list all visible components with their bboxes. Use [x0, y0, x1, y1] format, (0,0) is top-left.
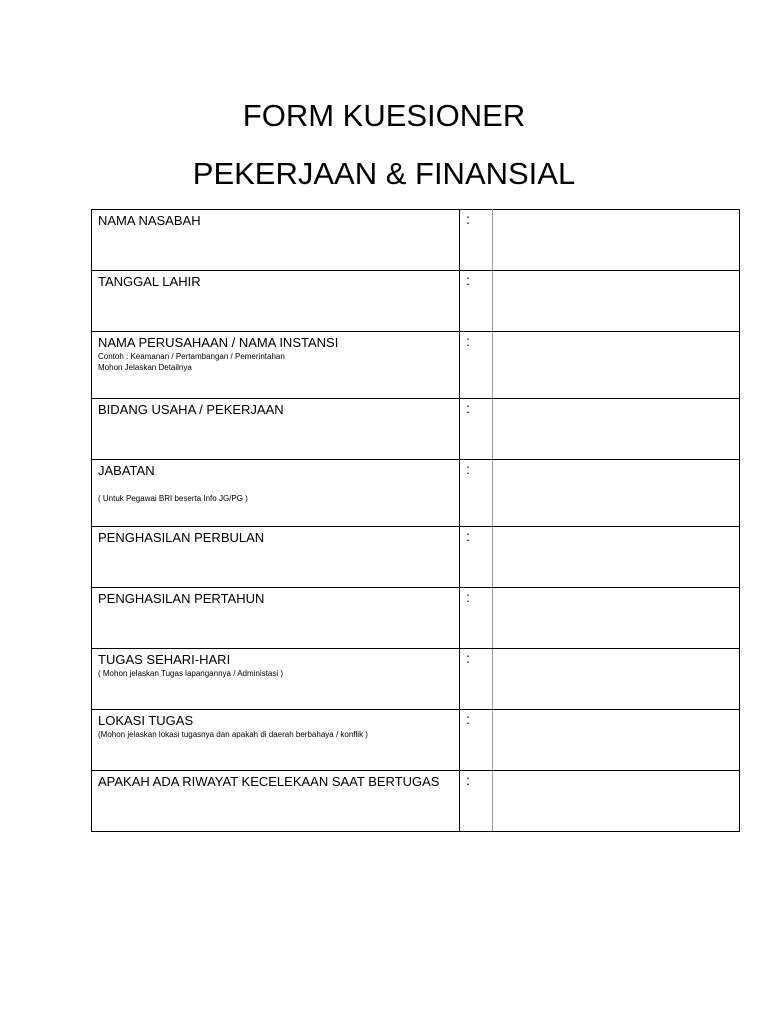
field-label: JABATAN: [98, 463, 155, 478]
form-subtitle: PEKERJAAN & FINANSIAL: [192, 156, 576, 191]
field-label: TUGAS SEHARI-HARI: [98, 652, 231, 667]
label-cell: [92, 649, 460, 710]
field-note: ( Mohon jelaskan Tugas lapangannya / Administasi ): [98, 669, 283, 678]
label-cell: [92, 460, 460, 527]
form-row-tanggal-lahir: [92, 271, 740, 332]
form-row-riwayat-kecelakaan: [92, 771, 740, 832]
nama-nasabah-answer-field[interactable]: [493, 210, 740, 271]
colon-separator: :: [460, 771, 493, 832]
form-row-bidang-usaha: [92, 399, 740, 460]
label-cell: [92, 527, 460, 588]
tugas-sehari-hari-answer-field[interactable]: [493, 649, 740, 710]
lokasi-tugas-answer-field[interactable]: [493, 710, 740, 771]
nama-perusahaan-answer-field[interactable]: [493, 332, 740, 399]
label-cell: [92, 588, 460, 649]
jabatan-answer-field[interactable]: [493, 460, 740, 527]
tanggal-lahir-answer-field[interactable]: [493, 271, 740, 332]
penghasilan-perbulan-answer-field[interactable]: [493, 527, 740, 588]
form-row-jabatan: [92, 460, 740, 527]
form-title: FORM KUESIONER: [242, 98, 526, 133]
field-note: Mohon Jelaskan Detailnya: [98, 363, 192, 372]
spacer: [98, 479, 453, 493]
field-label: BIDANG USAHA / PEKERJAAN: [98, 402, 284, 417]
form-row-nama-nasabah: [92, 210, 740, 271]
label-cell: [92, 399, 460, 460]
colon-separator: :: [460, 210, 493, 271]
penghasilan-pertahun-answer-field[interactable]: [493, 588, 740, 649]
colon-separator: :: [460, 271, 493, 332]
label-cell: [92, 332, 460, 399]
field-label: TANGGAL LAHIR: [98, 274, 201, 289]
colon-separator: :: [460, 399, 493, 460]
field-label: LOKASI TUGAS: [98, 713, 194, 728]
form-row-tugas-sehari-hari: [92, 649, 740, 710]
colon-separator: :: [460, 649, 493, 710]
colon-separator: :: [460, 332, 493, 399]
riwayat-kecelakaan-answer-field[interactable]: [493, 771, 740, 832]
field-label: NAMA NASABAH: [98, 213, 201, 228]
field-note: Contoh : Keamanan / Pertambangan / Pemerintahan: [98, 352, 285, 361]
questionnaire-table: [91, 209, 740, 832]
field-note: ( Untuk Pegawai BRI beserta Info JG/PG ): [98, 494, 248, 503]
form-row-penghasilan-perbulan: [92, 527, 740, 588]
label-cell: [92, 771, 460, 832]
field-note: (Mohon jelaskan lokasi tugasnya dan apakah di daerah berbahaya / konflik ): [98, 730, 368, 739]
label-cell: [92, 271, 460, 332]
field-label: PENGHASILAN PERBULAN: [98, 530, 265, 545]
form-row-lokasi-tugas: [92, 710, 740, 771]
label-cell: [92, 210, 460, 271]
colon-separator: :: [460, 710, 493, 771]
form-row-nama-perusahaan: [92, 332, 740, 399]
colon-separator: :: [460, 588, 493, 649]
colon-separator: :: [460, 527, 493, 588]
field-label: PENGHASILAN PERTAHUN: [98, 591, 265, 606]
field-label: APAKAH ADA RIWAYAT KECELEKAAN SAAT BERTUGAS: [98, 774, 440, 789]
bidang-usaha-answer-field[interactable]: [493, 399, 740, 460]
colon-separator: :: [460, 460, 493, 527]
label-cell: [92, 710, 460, 771]
form-row-penghasilan-pertahun: [92, 588, 740, 649]
field-label: NAMA PERUSAHAAN / NAMA INSTANSI: [98, 335, 339, 350]
